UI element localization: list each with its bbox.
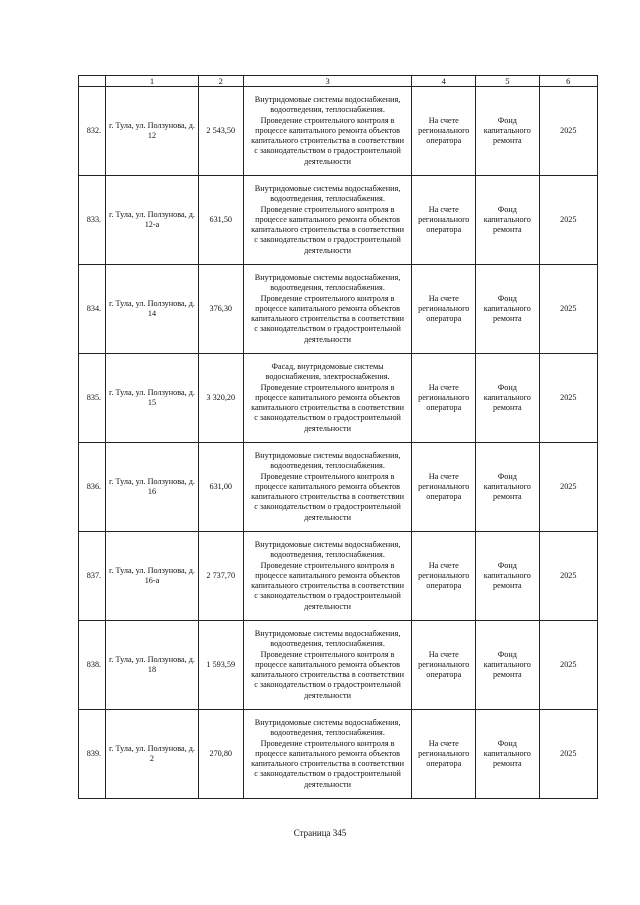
area-cell: 1 593,59 [198, 621, 243, 710]
works-line: деятельности [304, 245, 351, 255]
table-row [79, 710, 598, 799]
works-line: капитального строительства в соответствии [251, 225, 404, 235]
works-line: Проведение строительного контроля в [260, 649, 395, 659]
works-line: Внутридомовые системы водоснабжения, [254, 183, 401, 193]
row-number-cell: 834. [79, 265, 106, 354]
area-cell: 3 320,20 [198, 354, 243, 443]
works-line: с законодательством о градостроительной [254, 680, 401, 690]
executor-cell: Фонд капитального ремонта [476, 621, 540, 710]
row-number-cell: 839. [79, 710, 106, 799]
executor-cell: Фонд капитального ремонта [476, 87, 540, 176]
address-cell: г. Тула, ул. Ползунова, д. 14 [106, 265, 199, 354]
works-line: Внутридомовые системы водоснабжения, [254, 272, 401, 282]
page-number: Страница 345 [293, 828, 347, 838]
works-cell [243, 176, 412, 265]
works-line: Фасад, внутридомовые системы [271, 361, 384, 371]
works-line: капитального строительства в соответствии [251, 581, 404, 591]
year-cell: 2025 [539, 532, 597, 621]
works-line: процессе капитального ремонта объектов [255, 481, 401, 491]
works-cell [243, 710, 412, 799]
works-line: водоотведения, теплоснабжения. [270, 550, 385, 560]
year-cell: 2025 [539, 354, 597, 443]
works-line: деятельности [304, 690, 351, 700]
works-line: процессе капитального ремонта объектов [255, 392, 401, 402]
works-line: водоотведения, теплоснабжения. [270, 461, 385, 471]
works-line: деятельности [304, 512, 351, 522]
financing-source-cell: На счете регионального оператора [412, 354, 476, 443]
financing-source-cell: На счете регионального оператора [412, 176, 476, 265]
works-line: Внутридомовые системы водоснабжения, [254, 539, 401, 549]
capital-repair-table [78, 75, 598, 799]
works-line: с законодательством о градостроительной [254, 324, 401, 334]
works-line: Проведение строительного контроля в [260, 204, 395, 214]
row-number-cell: 835. [79, 354, 106, 443]
year-cell: 2025 [539, 710, 597, 799]
works-line: Проведение строительного контроля в [260, 115, 395, 125]
row-number-cell: 838. [79, 621, 106, 710]
area-cell: 2 737,70 [198, 532, 243, 621]
works-line: Внутридомовые системы водоснабжения, [254, 450, 401, 460]
works-line: деятельности [304, 156, 351, 166]
year-cell: 2025 [539, 265, 597, 354]
works-line: водоотведения, теплоснабжения. [270, 728, 385, 738]
header-cell-2: 2 [198, 76, 243, 87]
header-cell-6: 6 [539, 76, 597, 87]
row-number-cell: 836. [79, 443, 106, 532]
table-header-row [79, 76, 598, 87]
works-line: процессе капитального ремонта объектов [255, 214, 401, 224]
works-line: процессе капитального ремонта объектов [255, 303, 401, 313]
financing-source-cell: На счете регионального оператора [412, 621, 476, 710]
works-line: Внутридомовые системы водоснабжения, [254, 628, 401, 638]
area-cell: 2 543,50 [198, 87, 243, 176]
works-line: капитального строительства в соответствии [251, 670, 404, 680]
works-line: водоотведения, теплоснабжения. [270, 194, 385, 204]
works-cell [243, 265, 412, 354]
works-line: с законодательством о градостроительной [254, 769, 401, 779]
address-cell: г. Тула, ул. Ползунова, д. 12-а [106, 176, 199, 265]
financing-source-cell: На счете регионального оператора [412, 87, 476, 176]
area-cell: 270,80 [198, 710, 243, 799]
area-cell: 631,00 [198, 443, 243, 532]
header-cell-5: 5 [476, 76, 540, 87]
table-row [79, 532, 598, 621]
works-line: деятельности [304, 779, 351, 789]
works-line: Проведение строительного контроля в [260, 560, 395, 570]
works-line: Проведение строительного контроля в [260, 293, 395, 303]
works-cell [243, 354, 412, 443]
year-cell: 2025 [539, 176, 597, 265]
financing-source-cell: На счете регионального оператора [412, 532, 476, 621]
financing-source-cell: На счете регионального оператора [412, 265, 476, 354]
executor-cell: Фонд капитального ремонта [476, 710, 540, 799]
works-line: деятельности [304, 601, 351, 611]
financing-source-cell: На счете регионального оператора [412, 710, 476, 799]
executor-cell: Фонд капитального ремонта [476, 176, 540, 265]
works-line: с законодательством о градостроительной [254, 235, 401, 245]
works-line: процессе капитального ремонта объектов [255, 748, 401, 758]
row-number-cell: 833. [79, 176, 106, 265]
works-cell [243, 87, 412, 176]
works-line: Проведение строительного контроля в [260, 738, 395, 748]
works-line: с законодательством о градостроительной [254, 413, 401, 423]
works-line: Проведение строительного контроля в [260, 382, 395, 392]
area-cell: 376,30 [198, 265, 243, 354]
works-line: процессе капитального ремонта объектов [255, 570, 401, 580]
table-row [79, 354, 598, 443]
works-cell [243, 532, 412, 621]
works-line: водоотведения, теплоснабжения. [270, 105, 385, 115]
address-cell: г. Тула, ул. Ползунова, д. 16 [106, 443, 199, 532]
works-line: с законодательством о градостроительной [254, 502, 401, 512]
works-cell [243, 443, 412, 532]
address-cell: г. Тула, ул. Ползунова, д. 12 [106, 87, 199, 176]
works-line: процессе капитального ремонта объектов [255, 659, 401, 669]
header-cell-4: 4 [412, 76, 476, 87]
works-line: Внутридомовые системы водоснабжения, [254, 94, 401, 104]
table-body [79, 76, 598, 799]
address-cell: г. Тула, ул. Ползунова, д. 16-а [106, 532, 199, 621]
works-line: капитального строительства в соответствии [251, 136, 404, 146]
works-line: деятельности [304, 423, 351, 433]
table-row [79, 621, 598, 710]
executor-cell: Фонд капитального ремонта [476, 443, 540, 532]
works-line: водоотведения, теплоснабжения. [270, 283, 385, 293]
works-line: капитального строительства в соответствии [251, 759, 404, 769]
table-row [79, 176, 598, 265]
works-line: процессе капитального ремонта объектов [255, 125, 401, 135]
table-row [79, 87, 598, 176]
works-line: Внутридомовые системы водоснабжения, [254, 717, 401, 727]
address-cell: г. Тула, ул. Ползунова, д. 2 [106, 710, 199, 799]
row-number-cell: 832. [79, 87, 106, 176]
works-line: капитального строительства в соответствии [251, 314, 404, 324]
year-cell: 2025 [539, 443, 597, 532]
table-row [79, 443, 598, 532]
address-cell: г. Тула, ул. Ползунова, д. 15 [106, 354, 199, 443]
works-cell [243, 621, 412, 710]
executor-cell: Фонд капитального ремонта [476, 265, 540, 354]
year-cell: 2025 [539, 621, 597, 710]
works-line: деятельности [304, 334, 351, 344]
year-cell: 2025 [539, 87, 597, 176]
executor-cell: Фонд капитального ремонта [476, 354, 540, 443]
executor-cell: Фонд капитального ремонта [476, 532, 540, 621]
row-number-cell: 837. [79, 532, 106, 621]
header-cell-1: 1 [106, 76, 199, 87]
address-cell: г. Тула, ул. Ползунова, д. 18 [106, 621, 199, 710]
works-line: водоотведения, теплоснабжения. [270, 639, 385, 649]
financing-source-cell: На счете регионального оператора [412, 443, 476, 532]
area-cell: 631,50 [198, 176, 243, 265]
header-cell-3: 3 [243, 76, 412, 87]
works-line: с законодательством о градостроительной [254, 146, 401, 156]
table-row [79, 265, 598, 354]
header-cell-0 [79, 76, 106, 87]
works-line: водоснабжения, электроснабжения. [265, 372, 390, 382]
works-line: Проведение строительного контроля в [260, 471, 395, 481]
works-line: с законодательством о градостроительной [254, 591, 401, 601]
works-line: капитального строительства в соответствии [251, 403, 404, 413]
works-line: капитального строительства в соответствии [251, 492, 404, 502]
